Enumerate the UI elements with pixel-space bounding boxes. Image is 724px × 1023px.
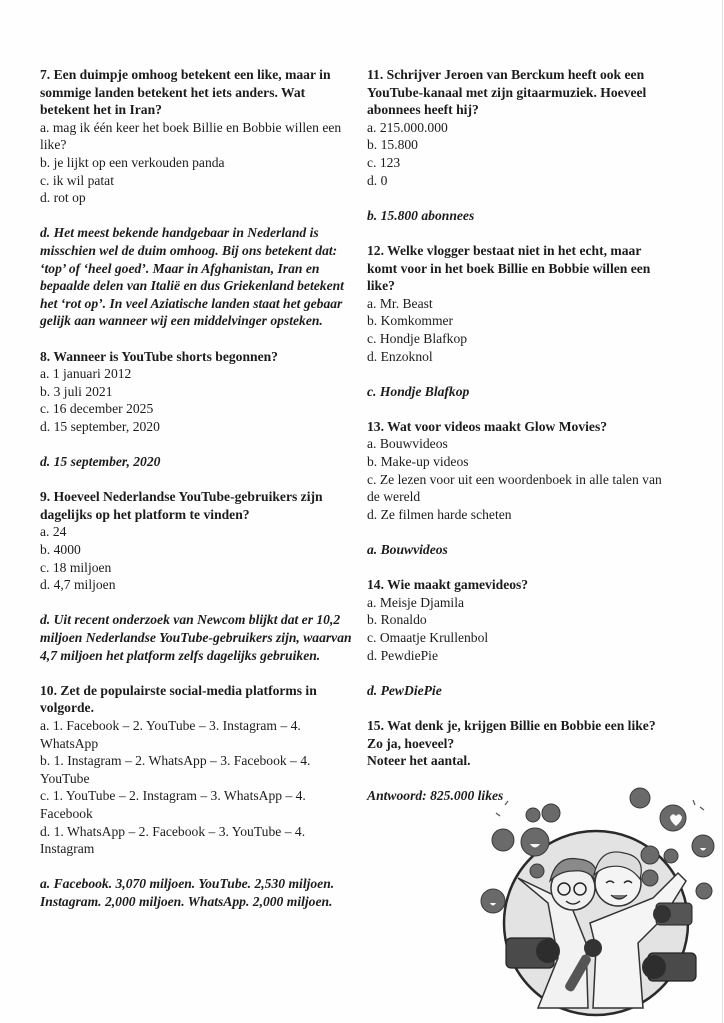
camera-right-top — [653, 903, 692, 925]
option-b: b. Ronaldo — [367, 612, 427, 628]
option-d: d. Enzoknol — [367, 348, 433, 364]
celebration-illustration — [478, 783, 718, 1023]
question-text: 7. Een duimpje omhoog betekent een like, maar in sommige landen betekent het iets anders. Wat betekent het in Iran? — [40, 67, 331, 118]
question-9 — [40, 488, 356, 594]
heart-icon — [664, 849, 678, 863]
question-text: 13. Wat voor videos maakt Glow Movies? — [367, 418, 608, 434]
option-b: b. 4000 — [40, 542, 81, 558]
thumbs-up-icon — [530, 864, 544, 878]
option-d: d. 15 september, 2020 — [40, 418, 160, 434]
question-text-line-1: 15. Wat denk je, krijgen Billie en Bobbie een like? — [367, 717, 656, 733]
question-text: 9. Hoeveel Nederlandse YouTube-gebruikers zijn dagelijks op het platform te vinden? — [40, 489, 323, 522]
answer-15: Antwoord: 825.000 likes — [367, 788, 504, 804]
question-text-line-2: Zo ja, hoeveel? — [367, 735, 455, 751]
option-a: a. Mr. Beast — [367, 295, 433, 311]
option-c: c. Omaatje Krullenbol — [367, 630, 489, 645]
answer-9: d. Uit recent onderzoek van Newcom blijkt dat er 10,2 miljoen Nederlandse YouTube-gebruikers zijn, waarvan 4,7 miljoen het platform zelfs dagelijks gebruiken. — [40, 612, 352, 663]
option-a: a. mag ik één keer het boek Billie en Bobbie willen een like? — [40, 119, 342, 153]
camera-right — [642, 953, 696, 981]
question-text: 12. Welke vlogger bestaat niet in het echt, maar komt voor in het boek Billie en Bobbie willen een like? — [367, 242, 651, 294]
question-text-line-3: Noteer het aantal. — [367, 753, 471, 769]
option-b: b. Komkommer — [367, 313, 454, 329]
question-8 — [40, 348, 356, 436]
option-a: a. 215.000.000 — [367, 119, 448, 135]
option-b: b. 3 juli 2021 — [40, 383, 113, 399]
question-11 — [367, 66, 667, 189]
heart-icon — [630, 788, 650, 808]
option-d: d. PewdiePie — [367, 647, 438, 663]
option-c: c. 16 december 2025 — [40, 401, 154, 417]
option-b: b. Make-up videos — [367, 454, 469, 470]
option-c: c. ik wil patat — [40, 172, 114, 188]
option-a: a. 1 januari 2012 — [40, 366, 132, 382]
right-column — [367, 66, 667, 823]
option-a: a. 1. Facebook – 2. YouTube – 3. Instagram – 4. WhatsApp — [40, 717, 301, 751]
option-b: b. je lijkt op een verkouden panda — [40, 154, 225, 170]
question-text: 8. Wanneer is YouTube shorts begonnen? — [40, 348, 278, 364]
answer-12: c. Hondje Blafkop — [367, 383, 470, 399]
option-b: b. 1. Instagram – 2. WhatsApp – 3. Facebook – 4. YouTube — [40, 753, 311, 786]
option-d: d. 0 — [367, 172, 388, 188]
option-c: c. 1. YouTube – 2. Instagram – 3. WhatsApp – 4. Facebook — [40, 788, 306, 821]
answer-13: a. Bouwvideos — [367, 542, 448, 558]
option-c: c. Ze lezen voor uit een woordenboek in alle talen van de wereld — [367, 471, 662, 505]
question-15 — [367, 717, 667, 770]
thumbs-up-icon — [641, 846, 659, 864]
laughing-emoji-icon — [521, 828, 549, 856]
option-d: d. 1. WhatsApp – 2. Facebook – 3. YouTube – 4. Instagram — [40, 823, 306, 857]
option-c: c. 123 — [367, 154, 401, 170]
answer-10: a. Facebook. 3,070 miljoen. YouTube. 2,530 miljoen. Instagram. 2,000 miljoen. WhatsApp. 2,000 miljoen. — [40, 876, 335, 909]
question-text: 14. Wie maakt gamevideos? — [367, 577, 529, 593]
page-edge — [722, 0, 723, 1023]
left-column — [40, 66, 356, 928]
camera-left — [506, 938, 560, 968]
answer-7: d. Het meest bekende handgebaar in Nederland is misschien wel de duim omhoog. Bij ons betekent dat: ‘top’ of ‘heel goed’. Maar in Afghanistan, Iran en bepaalde delen van Italië en dus Griekenland betekent het ‘rot op’. In veel Aziatische landen staat het gebaar gelijk aan wanneer wij een middelvinger opsteken. — [40, 225, 344, 329]
question-7 — [40, 66, 356, 207]
question-13 — [367, 418, 667, 524]
option-d: d. rot op — [40, 190, 86, 206]
thumbs-up-icon — [696, 883, 712, 899]
question-text: 10. Zet de populairste social-media platforms in volgorde. — [40, 682, 317, 716]
laughing-emoji-icon — [481, 889, 505, 913]
option-d: d. 4,7 miljoen — [40, 577, 116, 593]
answer-11: b. 15.800 abonnees — [367, 207, 475, 223]
question-12 — [367, 242, 667, 365]
heart-icon — [526, 808, 540, 822]
thumbs-up-icon — [492, 829, 514, 851]
laughing-emoji-icon — [692, 835, 714, 857]
answer-8: d. 15 september, 2020 — [40, 454, 161, 470]
option-c: c. 18 miljoen — [40, 559, 112, 575]
option-d: d. Ze filmen harde scheten — [367, 506, 512, 522]
thumbs-up-icon — [542, 804, 560, 822]
option-a: a. Bouwvideos — [367, 436, 448, 452]
heart-icon — [642, 870, 658, 886]
option-a: a. 24 — [40, 524, 67, 540]
option-a: a. Meisje Djamila — [367, 594, 465, 610]
answer-14: d. PewDiePie — [367, 682, 442, 698]
question-text: 11. Schrijver Jeroen van Berckum heeft ook een YouTube-kanaal met zijn gitaarmuziek. Hoeveel abonnees heeft hij? — [367, 67, 647, 118]
question-10 — [40, 682, 356, 858]
option-c: c. Hondje Blafkop — [367, 330, 468, 346]
option-b: b. 15.800 — [367, 137, 418, 153]
question-14 — [367, 576, 667, 664]
